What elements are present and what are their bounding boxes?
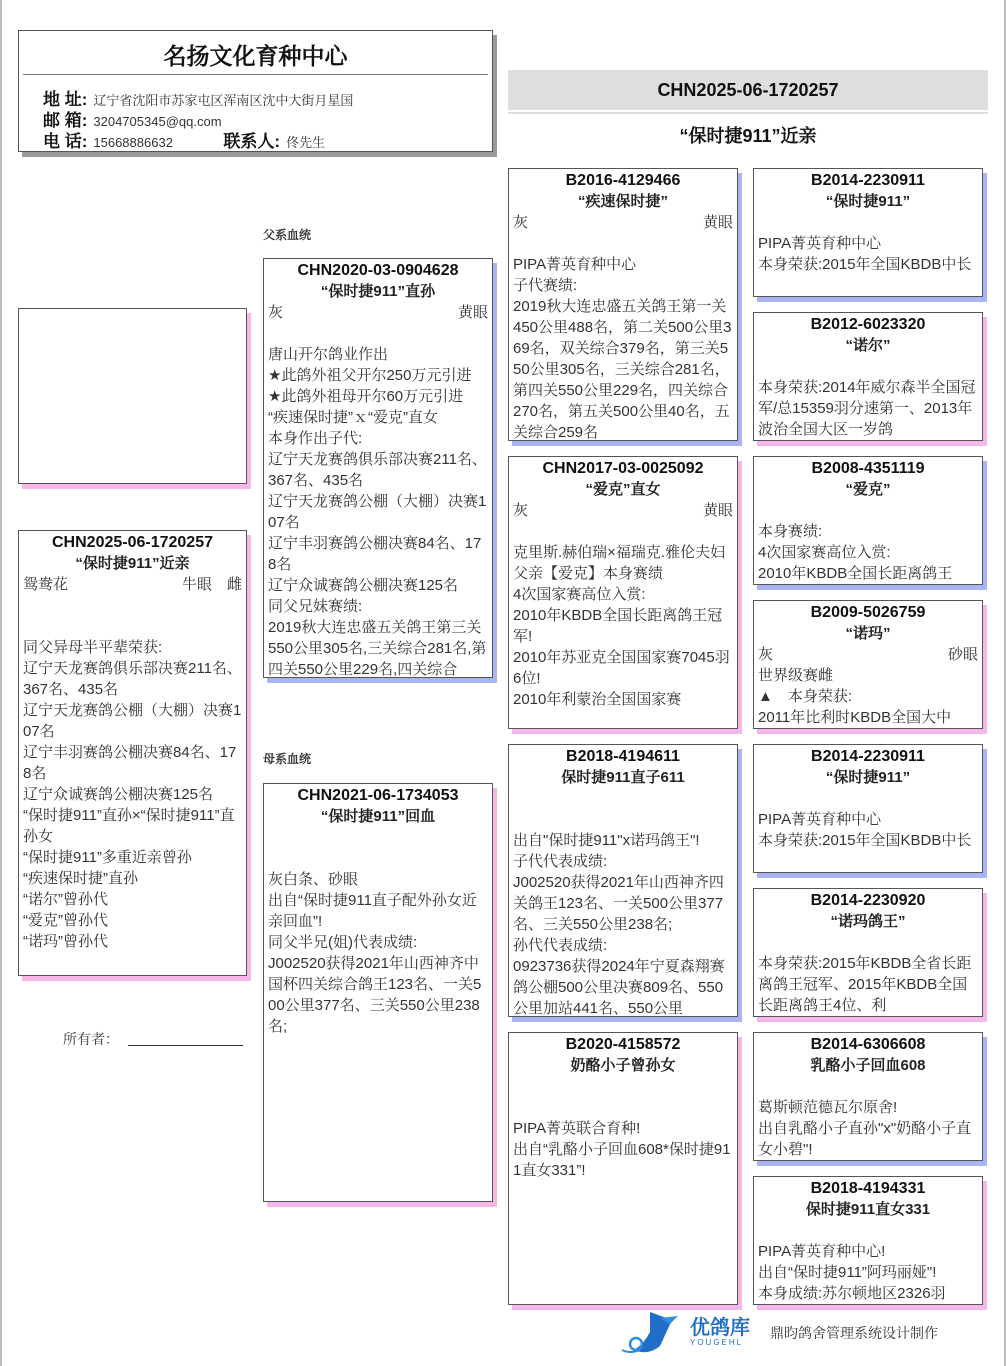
pigeon-name: “诺玛”: [845, 625, 891, 642]
ancestor-card: [753, 600, 983, 729]
contact-value: 佟先生: [286, 135, 326, 150]
spacer: [268, 323, 488, 344]
ring-number: B2016-4129466: [565, 172, 681, 189]
color-eye-row: [268, 827, 488, 848]
brand-name: 优鸽库: [690, 1317, 750, 1339]
ring-number: B2014-2230920: [810, 892, 926, 909]
ring-number: CHN2021-06-1734053: [297, 787, 459, 804]
feather-color: 灰: [758, 646, 774, 663]
record-line: 2019秋大连忠盛五关鸽王第三关550公里305名,三关综合281名,第四关550公里229名,四关综合: [268, 619, 487, 678]
record-line: 本身荣获:2015年全国KBDB中长: [758, 832, 972, 849]
record-line: 4次国家赛高位入赏:: [513, 586, 646, 603]
record-line: 2010年利蒙治全国国家赛: [513, 691, 682, 708]
record-line: 2011年比利时KBDB全国大中: [758, 709, 952, 726]
color-eye-row: [513, 500, 733, 521]
phone-value: 15668886632: [93, 135, 173, 150]
record-line: 葛斯顿范德瓦尔原舍!: [758, 1099, 898, 1116]
spacer: [23, 595, 242, 616]
record-line: 2019秋大连忠盛五关鸽王第一关450公里488名，第二关500公里369名，双关综合379名，第三关550公里305名，三关综合281名，第四关550公里229名，四关综合270名，第五关500公里40名，五关综合259名: [513, 298, 732, 441]
brand: [690, 1318, 750, 1347]
breeder-title: 名扬文化育种中心: [163, 43, 348, 69]
record-line: 出自"保时捷911"x诺玛鸽王"!: [513, 832, 700, 849]
pigeon-name: “保时捷911”直孙: [320, 283, 436, 300]
eye-type: 牛眼 雌: [181, 576, 242, 593]
yougehl-logo-icon: [620, 1310, 690, 1355]
pigeon-name: “保时捷911”回血: [320, 808, 436, 825]
owner-signature-line: [128, 1045, 243, 1046]
ring-number: B2009-5026759: [810, 604, 926, 621]
ring-number: B2020-4158572: [565, 1036, 681, 1053]
record-line: 辽宁天龙赛鸽公棚（大棚）决赛107名: [268, 493, 487, 531]
record-line: PIPA菁英育种中心!: [758, 1243, 886, 1260]
ring-number: B2018-4194611: [566, 748, 680, 765]
record-line: 世界级赛雌: [758, 667, 834, 684]
eye-type: 黄眼: [457, 304, 488, 321]
subject-name-title: “保时捷911”近亲: [679, 126, 817, 146]
footer: [620, 1310, 938, 1355]
brand-name-en: YOUGEHL: [690, 1338, 744, 1347]
sire-card: [263, 258, 493, 678]
record-line: 辽宁众诚赛鸽公棚决赛125名: [268, 577, 459, 594]
spacer: [758, 788, 978, 809]
ring-number: B2012-6023320: [810, 316, 926, 333]
pigeon-name: 保时捷911直子611: [561, 769, 685, 786]
dam-sire-card: [508, 744, 738, 1017]
record-line: 辽宁天龙赛鸽俱乐部决赛211名、367名、435名: [23, 660, 242, 698]
pigeon-name: “疾速保时捷”: [577, 193, 668, 210]
eye-type: 黄眼: [702, 502, 733, 519]
record-line: 0923736获得2024年宁夏森翔赛鸽公棚500公里决赛809名、550公里加站441名、550公里: [513, 958, 725, 1017]
spacer: [758, 1220, 978, 1241]
record-line: 同父异母半平辈荣获:: [23, 639, 163, 656]
record-line: J002520获得2021年山西神齐四关鸽王123名、一关500公里377名、三关550公里238名;: [513, 874, 724, 933]
spacer: [23, 616, 242, 637]
record-line: ★此鸽外祖父开尔250万元引进: [268, 367, 472, 384]
ancestor-card: [753, 1176, 983, 1305]
divider: [23, 74, 488, 75]
divider: [508, 112, 988, 114]
phone-label: 电 话:: [43, 132, 88, 151]
pigeon-name: “保时捷911”: [825, 193, 911, 210]
color-eye-row: [758, 644, 978, 665]
record-line: 本身荣获:2015年全国KBDB中长: [758, 256, 972, 273]
contact-label: 联系人:: [223, 132, 281, 151]
record-line: 2010年苏亚克全国国家赛7045羽6位!: [513, 649, 730, 687]
breeder-header: [18, 30, 493, 152]
sire-dam-card: [508, 456, 738, 729]
record-line: ★此鸽外祖母开尔60万元引进: [268, 388, 464, 405]
feather-color: 鸳鸯花: [23, 576, 69, 593]
record-line: 4次国家赛高位入赏:: [758, 544, 891, 561]
dam-card: [263, 783, 493, 1202]
color-eye-row: [513, 212, 733, 233]
spacer: [758, 500, 978, 521]
feather-color: 灰: [268, 304, 284, 321]
record-line: “疾速保时捷”直孙: [23, 870, 138, 887]
color-eye-row: [513, 788, 733, 809]
owner-label: 所有者：: [63, 1031, 119, 1047]
record-line: 出自乳酪小子直孙"x"奶酪小子直女小碧"!: [758, 1120, 972, 1158]
feather-color: 灰: [513, 502, 529, 519]
spacer: [513, 233, 733, 254]
subject-ring-title: CHN2025-06-1720257: [508, 70, 988, 110]
record-line: 辽宁天龙赛鸽俱乐部决赛211名、367名、435名: [268, 451, 487, 489]
eye-type: 黄眼: [702, 214, 733, 231]
dam-dam-card: [508, 1032, 738, 1305]
record-line: “诺玛”曾孙代: [23, 933, 108, 950]
pigeon-name: 保时捷911直女331: [805, 1201, 931, 1218]
pigeon-name: “诺玛鸽王”: [830, 913, 906, 930]
record-line: 灰白条、砂眼: [268, 871, 359, 888]
pigeon-name: “保时捷911”: [825, 769, 911, 786]
ring-number: CHN2025-06-1720257: [52, 534, 213, 551]
record-line: 父亲【爱克】本身赛绩: [513, 565, 664, 582]
record-line: PIPA菁英育种中心: [758, 811, 882, 828]
color-eye-row: [513, 1076, 733, 1097]
photo-placeholder: [18, 308, 247, 484]
ring-number: B2014-2230911: [811, 172, 925, 189]
record-line: 出自“乳酪小子回血608*保时捷911直女331”!: [513, 1141, 731, 1179]
ring-number: CHN2017-03-0025092: [542, 460, 704, 477]
record-line: 本身成绩:苏尔顿地区2326羽: [758, 1285, 946, 1302]
record-line: ▲ 本身荣获:: [758, 688, 853, 705]
spacer: [268, 848, 488, 869]
record-line: 本身赛绩:: [758, 523, 823, 540]
record-line: 孙代代表成绩:: [513, 937, 608, 954]
ring-number: B2014-6306608: [810, 1036, 926, 1053]
record-line: 同父半兄(姐)代表成绩:: [268, 934, 418, 951]
ancestor-card: [753, 744, 983, 873]
record-line: 辽宁丰羽赛鸽公棚决赛84名、178名: [23, 744, 237, 782]
page-edge-left: [0, 0, 2, 1366]
address-value: 辽宁省沈阳市苏家屯区浑南区沈中大街月星国: [93, 93, 354, 108]
dam-line-label: 母系血统: [263, 752, 312, 766]
record-line: 子代赛绩:: [513, 277, 578, 294]
ancestor-card: [753, 1032, 983, 1161]
spacer: [513, 521, 733, 542]
spacer: [513, 1097, 733, 1118]
ring-number: B2008-4351119: [811, 460, 925, 477]
record-line: 出自“保时捷911直子配外孙女近亲回血”!: [268, 892, 477, 930]
pigeon-name: 乳酪小子回血608: [810, 1057, 926, 1074]
pigeon-name: “爱克”: [845, 481, 891, 498]
record-line: “诺尔”曾孙代: [23, 891, 108, 908]
record-line: 子代代表成绩:: [513, 853, 608, 870]
eye-type: 砂眼: [947, 646, 978, 663]
record-line: J002520获得2021年山西神齐中国杯四关综合鸽王123名、一关500公里377名、三关550公里238名;: [268, 955, 482, 1035]
ancestor-card: [753, 168, 983, 297]
ring-number: B2014-2230911: [811, 748, 925, 765]
record-line: “保时捷911”多重近亲曾孙: [23, 849, 192, 866]
record-line: 同父兄妹赛绩:: [268, 598, 363, 615]
pigeon-name: “保时捷911”近亲: [75, 555, 190, 572]
ring-number: B2018-4194331: [810, 1180, 926, 1197]
address-label: 地 址:: [43, 90, 88, 109]
record-line: PIPA菁英育种中心: [513, 256, 637, 273]
record-line: 辽宁众诚赛鸽公棚决赛125名: [23, 786, 214, 803]
pigeon-name: “爱克”直女: [585, 481, 661, 498]
record-line: 本身作出子代:: [268, 430, 363, 447]
color-eye-row: [268, 302, 488, 323]
sire-sire-card: [508, 168, 738, 441]
record-line: PIPA菁英育种中心: [758, 235, 882, 252]
ancestor-card: [753, 456, 983, 585]
record-line: 克里斯.赫伯瑞×福瑞克.雅伦夫妇: [513, 544, 726, 561]
phone-row: [43, 127, 325, 152]
spacer: [758, 212, 978, 233]
record-line: 本身荣获:2014年威尔森半全国冠军/总15359羽分速第一、2013年波治全国大区一岁鸽: [758, 379, 976, 438]
spacer: [758, 356, 978, 377]
ancestor-card: [753, 312, 983, 441]
record-line: 2010年KBDB全国长距离鸽王冠军!: [513, 607, 723, 645]
record-line: PIPA菁英联合育种!: [513, 1120, 641, 1137]
color-eye-row: [23, 574, 242, 595]
record-line: “爱克”曾孙代: [23, 912, 108, 929]
record-line: “疾速保时捷”ｘ“爱克”直女: [268, 409, 438, 426]
pigeon-name: 奶酪小子曾孙女: [570, 1057, 676, 1074]
record-line: 辽宁丰羽赛鸽公棚决赛84名、178名: [268, 535, 482, 573]
spacer: [758, 932, 978, 953]
spacer: [513, 809, 733, 830]
email-label: 邮 箱:: [43, 111, 88, 130]
record-line: 2010年KBDB全国长距离鸽王: [758, 565, 953, 582]
record-line: “保时捷911”直孙×“保时捷911”直孙女: [23, 807, 235, 845]
email-value: 3204705345@qq.com: [93, 114, 222, 129]
record-line: 辽宁天龙赛鸽公棚（大棚）决赛107名: [23, 702, 242, 740]
made-by-text: 鼎昀鸽舍管理系统设计制作: [770, 1324, 938, 1341]
record-line: 唐山开尔鸽业作出: [268, 346, 389, 363]
subject-pigeon-card: [18, 530, 247, 976]
record-line: 本身荣获:2015年KBDB全省长距离鸽王冠军、2015年KBDB全国长距离鸽王4位、利: [758, 955, 972, 1014]
pigeon-name: “诺尔”: [845, 337, 891, 354]
sire-line-label: 父系血统: [263, 228, 312, 242]
spacer: [758, 1076, 978, 1097]
ancestor-card: [753, 888, 983, 1017]
ring-number: CHN2020-03-0904628: [297, 262, 459, 279]
record-line: 出自“保时捷911”阿玛丽娅"!: [758, 1264, 937, 1281]
feather-color: 灰: [513, 214, 529, 231]
